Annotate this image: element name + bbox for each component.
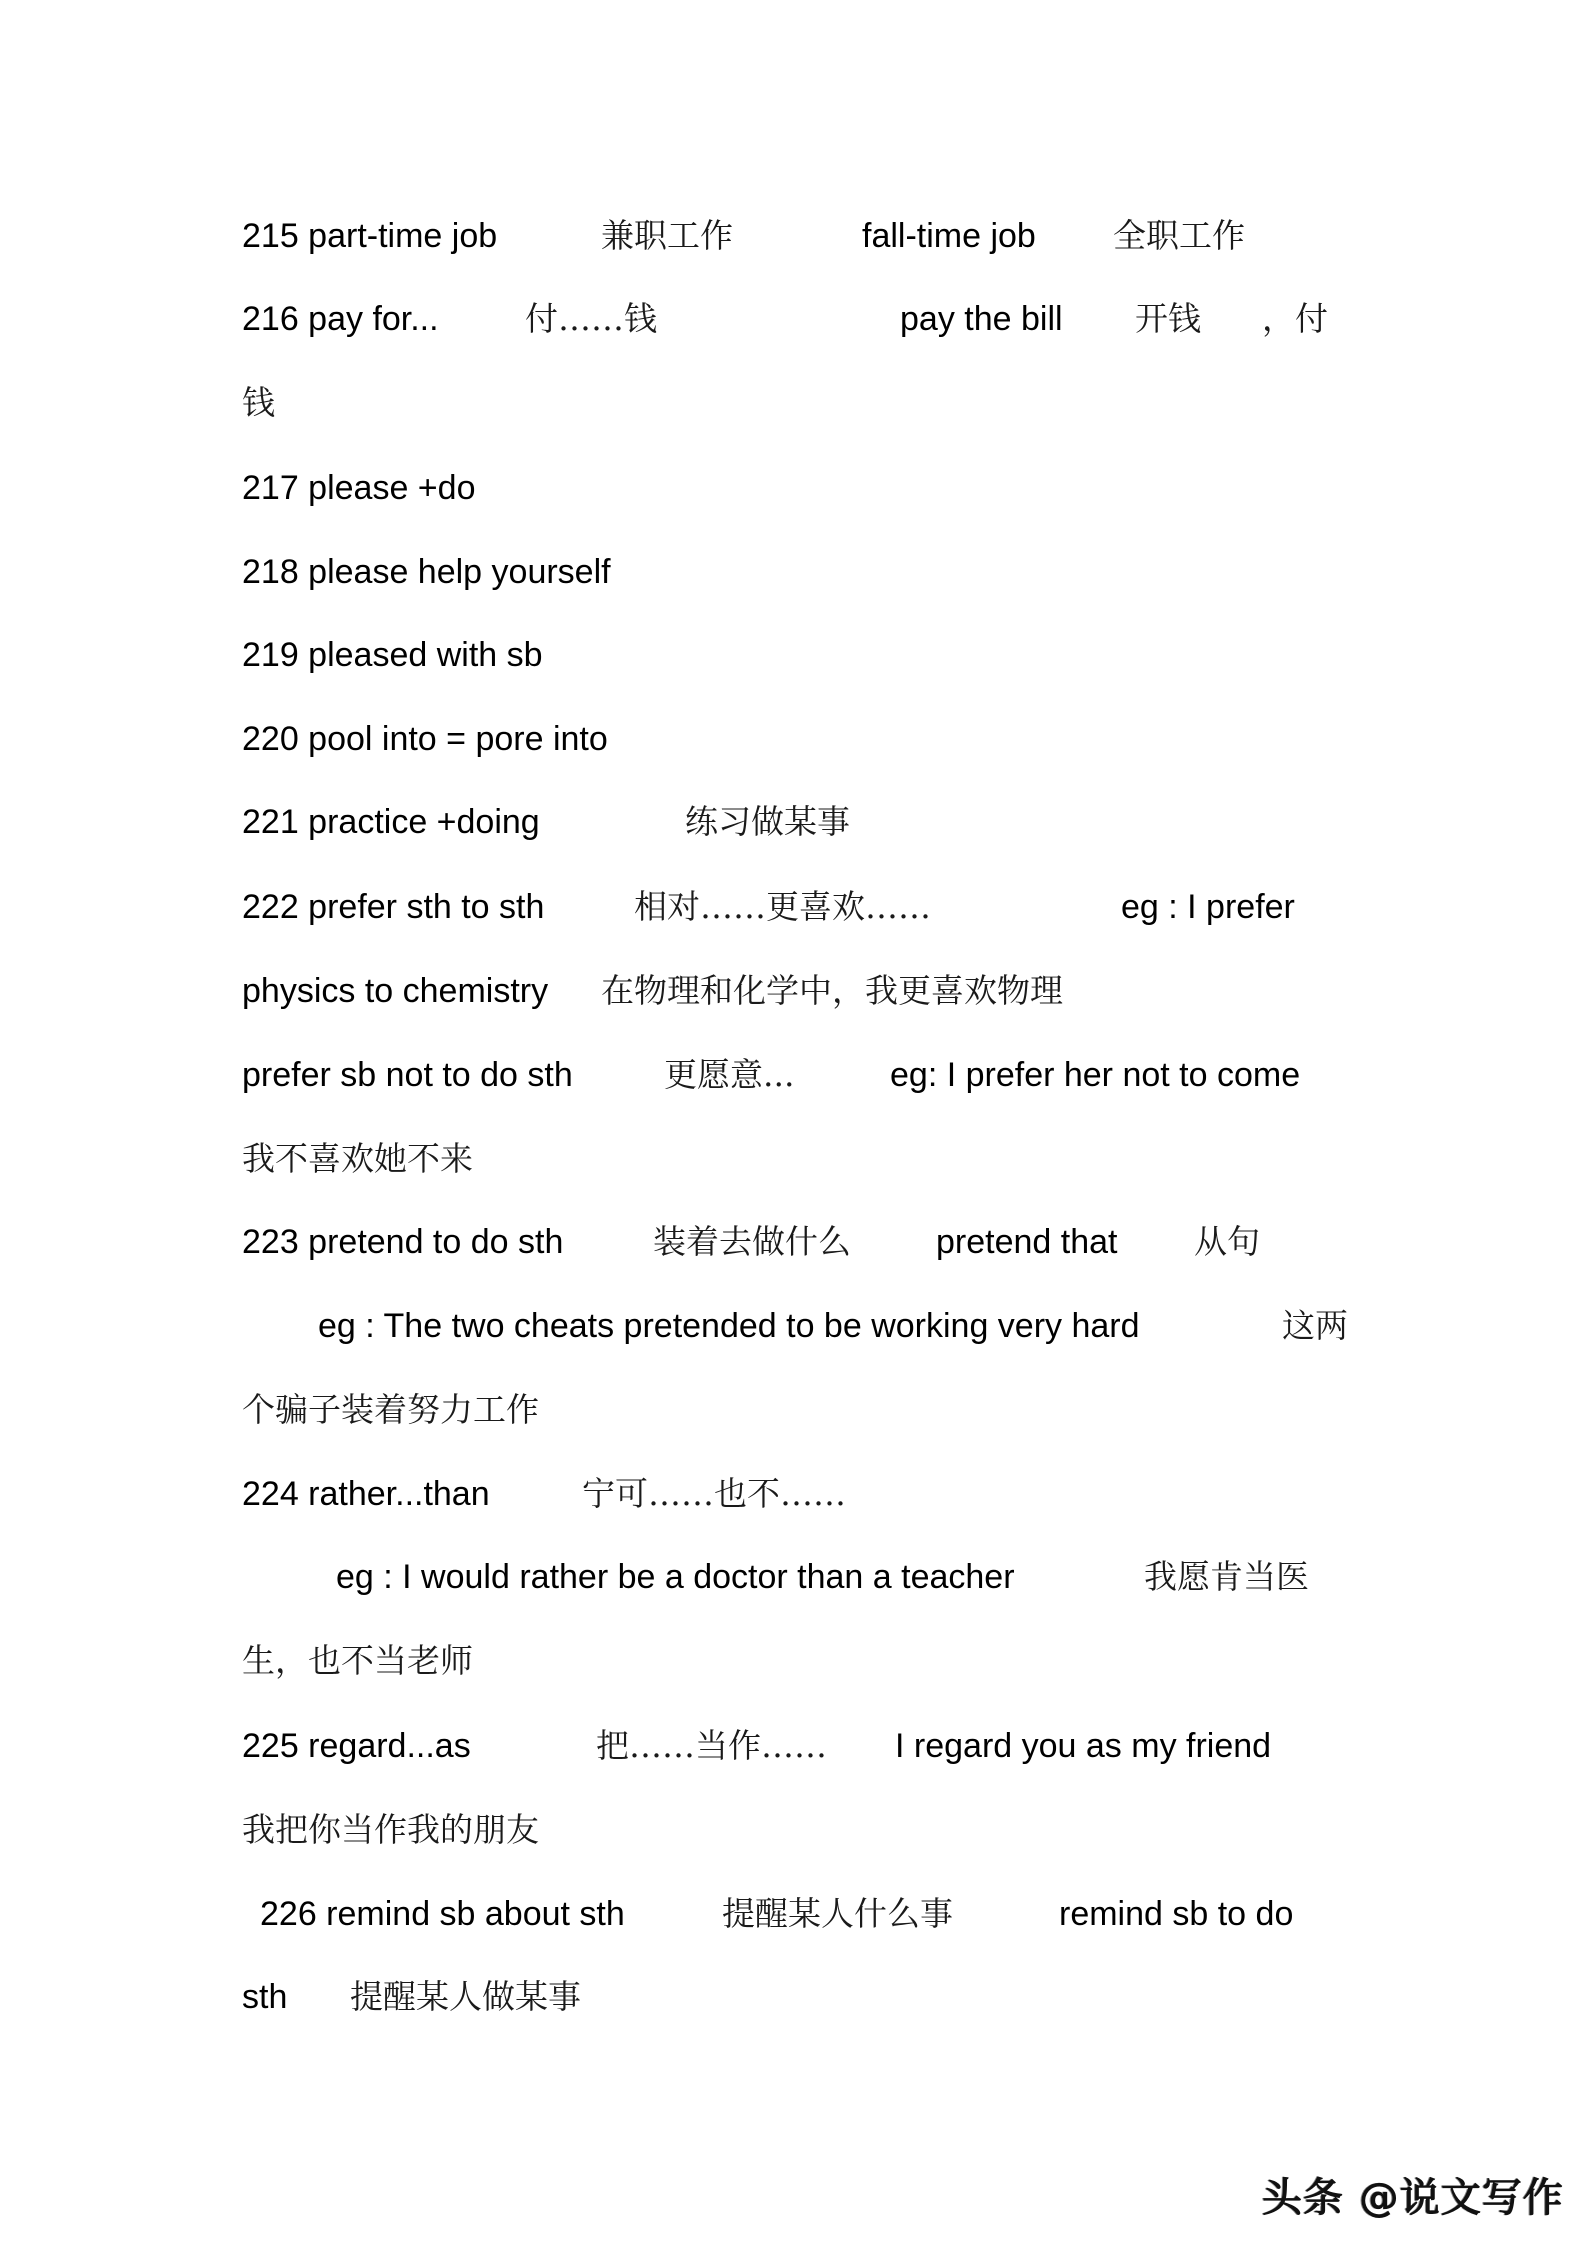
chinese-text: ，付	[1262, 299, 1328, 338]
chinese-text: 装着去做什么	[653, 1222, 851, 1261]
english-text: sth	[242, 1978, 288, 2016]
chinese-text: 这两	[1282, 1306, 1348, 1345]
english-text: 216 pay for...	[242, 300, 439, 338]
english-text: 215 part-time job	[242, 217, 498, 255]
chinese-text: 宁可……也不……	[582, 1474, 846, 1513]
english-text: 220 pool into = pore into	[242, 720, 608, 758]
english-text: fall-time job	[862, 217, 1036, 255]
english-text: eg: I prefer her not to come	[890, 1056, 1301, 1094]
english-text: physics to chemistry	[242, 972, 549, 1010]
chinese-text: 练习做某事	[685, 802, 850, 841]
english-text: 223 pretend to do sth	[242, 1223, 564, 1261]
english-text: 224 rather...than	[242, 1475, 490, 1513]
chinese-text: 我不喜欢她不来	[242, 1139, 473, 1178]
english-text: 218 please help yourself	[242, 553, 611, 591]
english-text: 219 pleased with sb	[242, 636, 543, 674]
chinese-text: 我把你当作我的朋友	[242, 1810, 539, 1849]
chinese-text: 钱	[242, 383, 275, 422]
chinese-text: 我愿肯当医	[1144, 1557, 1309, 1596]
chinese-text: 生，也不当老师	[242, 1641, 473, 1680]
english-text: 217 please +do	[242, 469, 476, 507]
chinese-text: 付……钱	[525, 299, 657, 338]
chinese-text: 个骗子装着努力工作	[242, 1390, 539, 1429]
english-text: 226 remind sb about sth	[260, 1895, 625, 1933]
chinese-text: 兼职工作	[601, 216, 733, 255]
english-text: I regard you as my friend	[895, 1727, 1272, 1765]
chinese-text: 从句	[1194, 1222, 1260, 1261]
chinese-text: 把……当作……	[596, 1726, 827, 1765]
english-text: remind sb to do	[1059, 1895, 1294, 1933]
chinese-text: 相对……更喜欢……	[634, 887, 931, 926]
english-text: eg : I prefer	[1121, 888, 1295, 926]
english-text: 221 practice +doing	[242, 803, 540, 841]
chinese-text: 开钱	[1135, 299, 1201, 338]
english-text: eg : The two cheats pretended to be working very hard	[318, 1307, 1140, 1345]
english-text: prefer sb not to do sth	[242, 1056, 573, 1094]
watermark: 头条 @说文写作	[1262, 2175, 1564, 2221]
english-text: pretend that	[936, 1223, 1118, 1261]
chinese-text: 全职工作	[1113, 216, 1245, 255]
english-text: eg : I would rather be a doctor than a teacher	[336, 1558, 1015, 1596]
chinese-text: 在物理和化学中，我更喜欢物理	[601, 971, 1063, 1010]
chinese-text: 提醒某人做某事	[350, 1977, 581, 2016]
chinese-text: 提醒某人什么事	[722, 1894, 953, 1933]
english-text: 225 regard...as	[242, 1727, 471, 1765]
english-text: 222 prefer sth to sth	[242, 888, 545, 926]
english-text: pay the bill	[900, 300, 1063, 338]
chinese-text: 更愿意...	[664, 1055, 795, 1094]
